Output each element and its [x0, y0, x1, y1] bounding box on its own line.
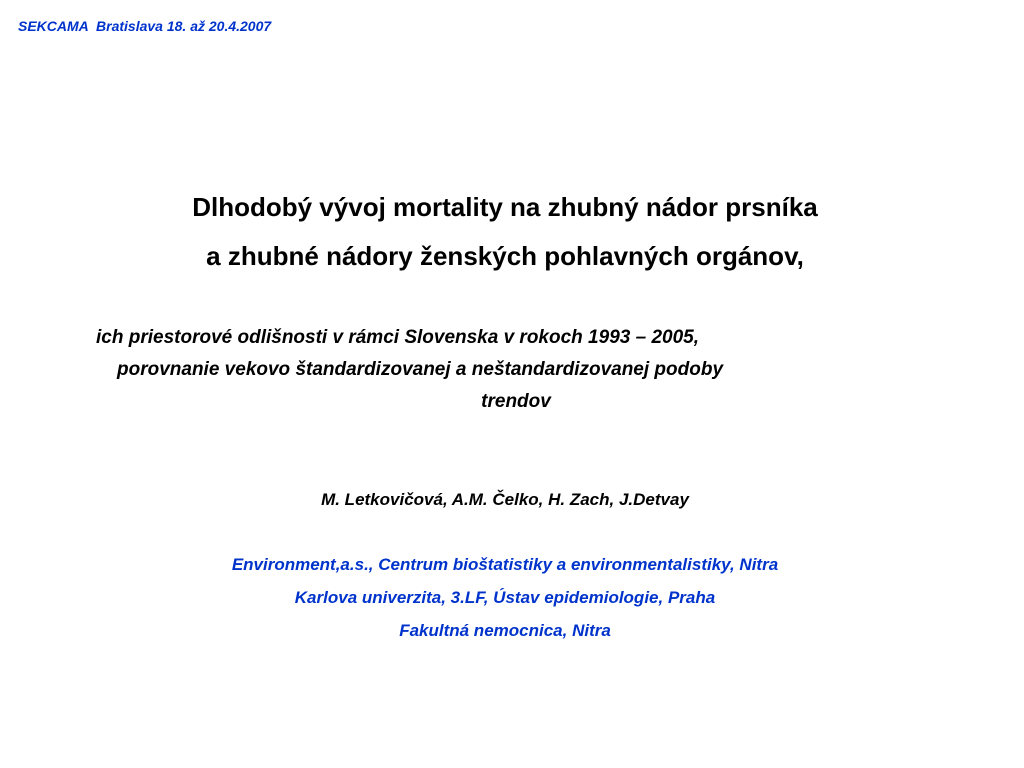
subtitle-line-3: trendov — [481, 391, 551, 412]
presentation-title-line-1: Dlhodobý vývoj mortality na zhubný nádor prsníka — [192, 192, 818, 222]
presentation-subtitle — [96, 322, 936, 418]
affiliation-2: Karlova univerzita, 3.LF, Ústav epidemiologie, Praha — [294, 588, 716, 607]
affiliation-3: Fakultná nemocnica, Nitra — [399, 621, 611, 640]
subtitle-line-2: porovnanie vekovo štandardizovanej a neštandardizovanej podoby — [117, 359, 724, 380]
affiliation-1: Environment,a.s., Centrum bioštatistiky a environmentalistiky, Nitra — [231, 555, 779, 574]
conference-header: SEKCAMA Bratislava 18. až 20.4.2007 — [18, 18, 272, 34]
presentation-title-line-2: a zhubné nádory ženských pohlavných orgánov, — [206, 241, 804, 271]
authors-list: M. Letkovičová, A.M. Čelko, H. Zach, J.Detvay — [321, 490, 689, 509]
subtitle-line-1: ich priestorové odlišnosti v rámci Slovenska v rokoch 1993 – 2005, — [96, 327, 699, 348]
